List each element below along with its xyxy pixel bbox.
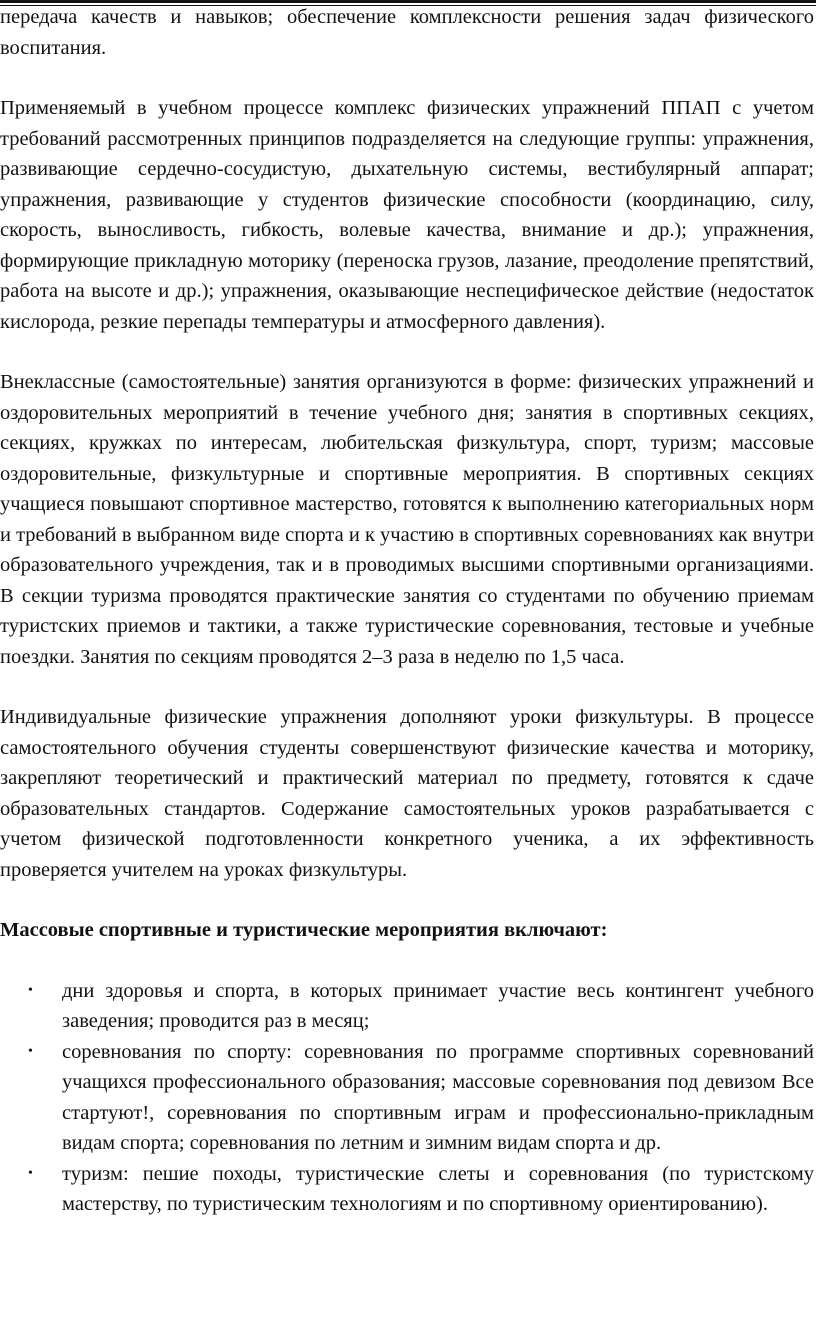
paragraph-extracurricular: Внеклассные (самостоятельные) занятия организуются в форме: физических упражнений и оздоровительных мероприятий в течение учебного дня; занятия в спортивных секциях, секциях, кружках по интересам, любительская физкультура, спорт, туризм; массовые оздоровительные, физкультурные и спортивные мероприятия. В спортивных секциях учащиеся повышают спортивное мастерство, готовятся к выполнению категориальных норм и требований в выбранном виде спорта и к участию в спортивных соревнованиях как внутри образовательного учреждения, так и в проводимых высшими спортивными организациями. В секции туризма проводятся практические занятия со студентами по обучению приемам туристских приемов и тактики, а также туристические соревнования, тестовые и учебные поездки. Занятия по секциям проводятся 2–3 раза в неделю по 1,5 часа.: [0, 371, 815, 668]
section-heading: Массовые спортивные и туристические мероприятия включают:: [0, 919, 608, 941]
bullet-icon: •: [28, 1043, 33, 1059]
paragraph-ppap-exercises: Применяемый в учебном процессе комплекс физических упражнений ППАП с учетом требований рассмотренных принципов подразделяется на следующие группы: упражнения, развивающие сердечно-сосудистую, дыхательную системы, вестибулярный аппарат; упражнения, развивающие у студентов физические способности (координацию, силу, скорость, выносливость, гибкость, волевые качества, внимание и др.); упражнения, формирующие прикладную моторику (переноска грузов, лазание, преодоление препятствий, работа на высоте и др.); упражнения, оказывающие неспецифическое действие (недостаток кислорода, резкие перепады температуры и атмосферного давления).: [0, 97, 814, 333]
list-item: [0, 1037, 814, 1159]
paragraph-gap: [0, 885, 814, 915]
paragraph-gap: [0, 63, 814, 93]
list-item: [0, 1159, 814, 1220]
paragraph-gap: [0, 946, 814, 976]
paragraph-individual-exercises: Индивидуальные физические упражнения дополняют уроки физкультуры. В процессе самостоятельного обучения студенты совершенствуют физические качества и моторику, закрепляют теоретический и практический материал по предмету, готовятся к сдаче образовательных стандартов. Содержание самостоятельных уроков разрабатывается с учетом физической подготовленности конкретного ученика, а их эффективность проверяется учителем на уроках физкультуры.: [0, 706, 814, 881]
list-item-text: туризм: пешие походы, туристические слеты и соревнования (по туристскому мастерству, по туристическим технологиям и по спортивному ориентированию).: [62, 1162, 814, 1215]
list-item: [0, 976, 814, 1037]
list-item-text: соревнования по спорту: соревнования по программе спортивных соревнований учащихся профессионального образования; массовые соревнования под девизом Все стартуют!, соревнования по спортивным играм и профессионально-прикладным видам спорта; соревнования по летним и зимним видам спорта и др.: [62, 1040, 814, 1154]
bullet-icon: •: [28, 1165, 33, 1181]
paragraph-gap: [0, 672, 814, 702]
list-item-text: дни здоровья и спорта, в которых принимает участие весь контингент учебного заведения; проводится раз в месяц;: [62, 979, 814, 1032]
paragraph-continuation: передача качеств и навыков; обеспечение комплексности решения задач физического воспитания.: [0, 6, 814, 59]
events-list: [0, 976, 814, 1220]
bullet-icon: •: [28, 982, 33, 998]
paragraph-gap: [0, 337, 814, 367]
